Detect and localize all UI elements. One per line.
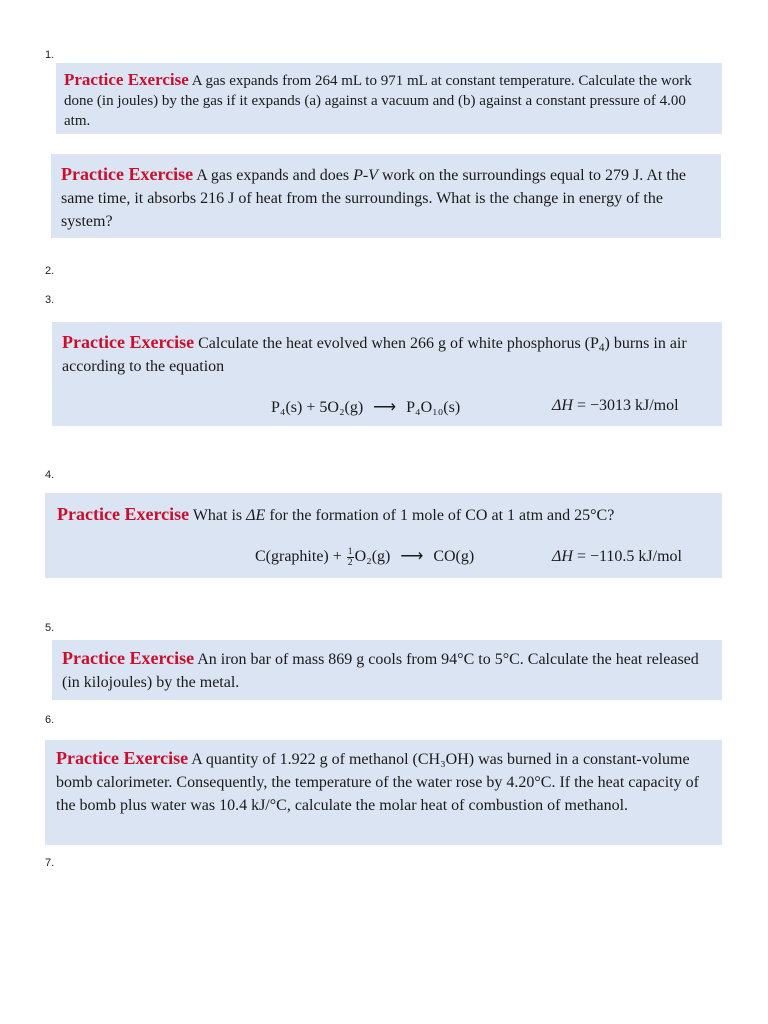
exercise-text-1: Practice Exercise A gas expands from 264 mL to 971 mL at constant temperature. Calculate the work done (in joules) by the gas if it expands (a) against a vacuum and (b) against a constant pressure of 4.00 atm.	[64, 70, 692, 129]
exercise-label: Practice Exercise	[62, 648, 195, 668]
item-number-7: 7.	[45, 857, 55, 869]
item-number-6: 6.	[45, 714, 55, 726]
exercise-label: Practice Exercise	[61, 164, 194, 184]
exercise-box-5	[52, 640, 722, 700]
exercise-text-5: Practice Exercise An iron bar of mass 869 g cools from 94°C to 5°C. Calculate the heat released (in kilojoules) by the metal.	[62, 648, 699, 691]
exercise-box-6	[45, 740, 722, 845]
exercise-text-4: Practice Exercise What is ΔE for the formation of 1 mole of CO at 1 atm and 25°C?	[57, 504, 615, 524]
one-half-fraction: $\frac{1}{2}$	[347, 546, 353, 568]
exercise-label: Practice Exercise	[64, 70, 189, 89]
item-number-4: 4.	[45, 469, 55, 481]
equation-4: C(graphite) + $\frac{1}{2}$ O₂(g) ⟶ CO(g)	[255, 546, 475, 568]
exercise-label: Practice Exercise	[62, 332, 195, 352]
exercise-text-3: Practice Exercise Calculate the heat evolved when 266 g of white phosphorus $(P_4)$ burns in air according to the equation	[62, 332, 687, 375]
exercise-text-6: Practice Exercise A quantity of 1.922 g of methanol (CH₃OH) was burned in a constant-volume bomb calorimeter. Consequently, the temperature of the water rose by 4.20°C. If the heat capacity of the bomb plus water was 10.4 kJ/°C, calculate the molar heat of combustion of methanol.	[56, 748, 699, 814]
enthalpy-3: ΔH = −3013 kJ/mol	[552, 397, 679, 414]
exercise-box-2	[51, 154, 721, 238]
item-number-2: 2.	[45, 265, 55, 277]
enthalpy-4: ΔH = −110.5 kJ/mol	[552, 548, 682, 565]
exercise-box-4	[45, 493, 722, 578]
reaction-arrow: ⟶	[400, 548, 424, 565]
item-number-3: 3.	[45, 294, 55, 306]
item-number-5: 5.	[45, 622, 55, 634]
equation-3: P₄(s) + 5O₂(g) ⟶ P₄O₁₀(s)	[271, 399, 461, 416]
exercise-text-2: Practice Exercise A gas expands and does P-V work on the surroundings equal to 279 J. At the same time, it absorbs 216 J of heat from the surroundings. What is the change in energy of the system?	[61, 164, 686, 230]
item-number-1: 1.	[45, 49, 55, 61]
exercise-box-3	[52, 322, 722, 426]
exercise-label: Practice Exercise	[56, 748, 189, 768]
exercise-label: Practice Exercise	[57, 504, 190, 524]
reaction-arrow: ⟶	[373, 399, 397, 416]
exercise-box-1	[56, 63, 722, 134]
